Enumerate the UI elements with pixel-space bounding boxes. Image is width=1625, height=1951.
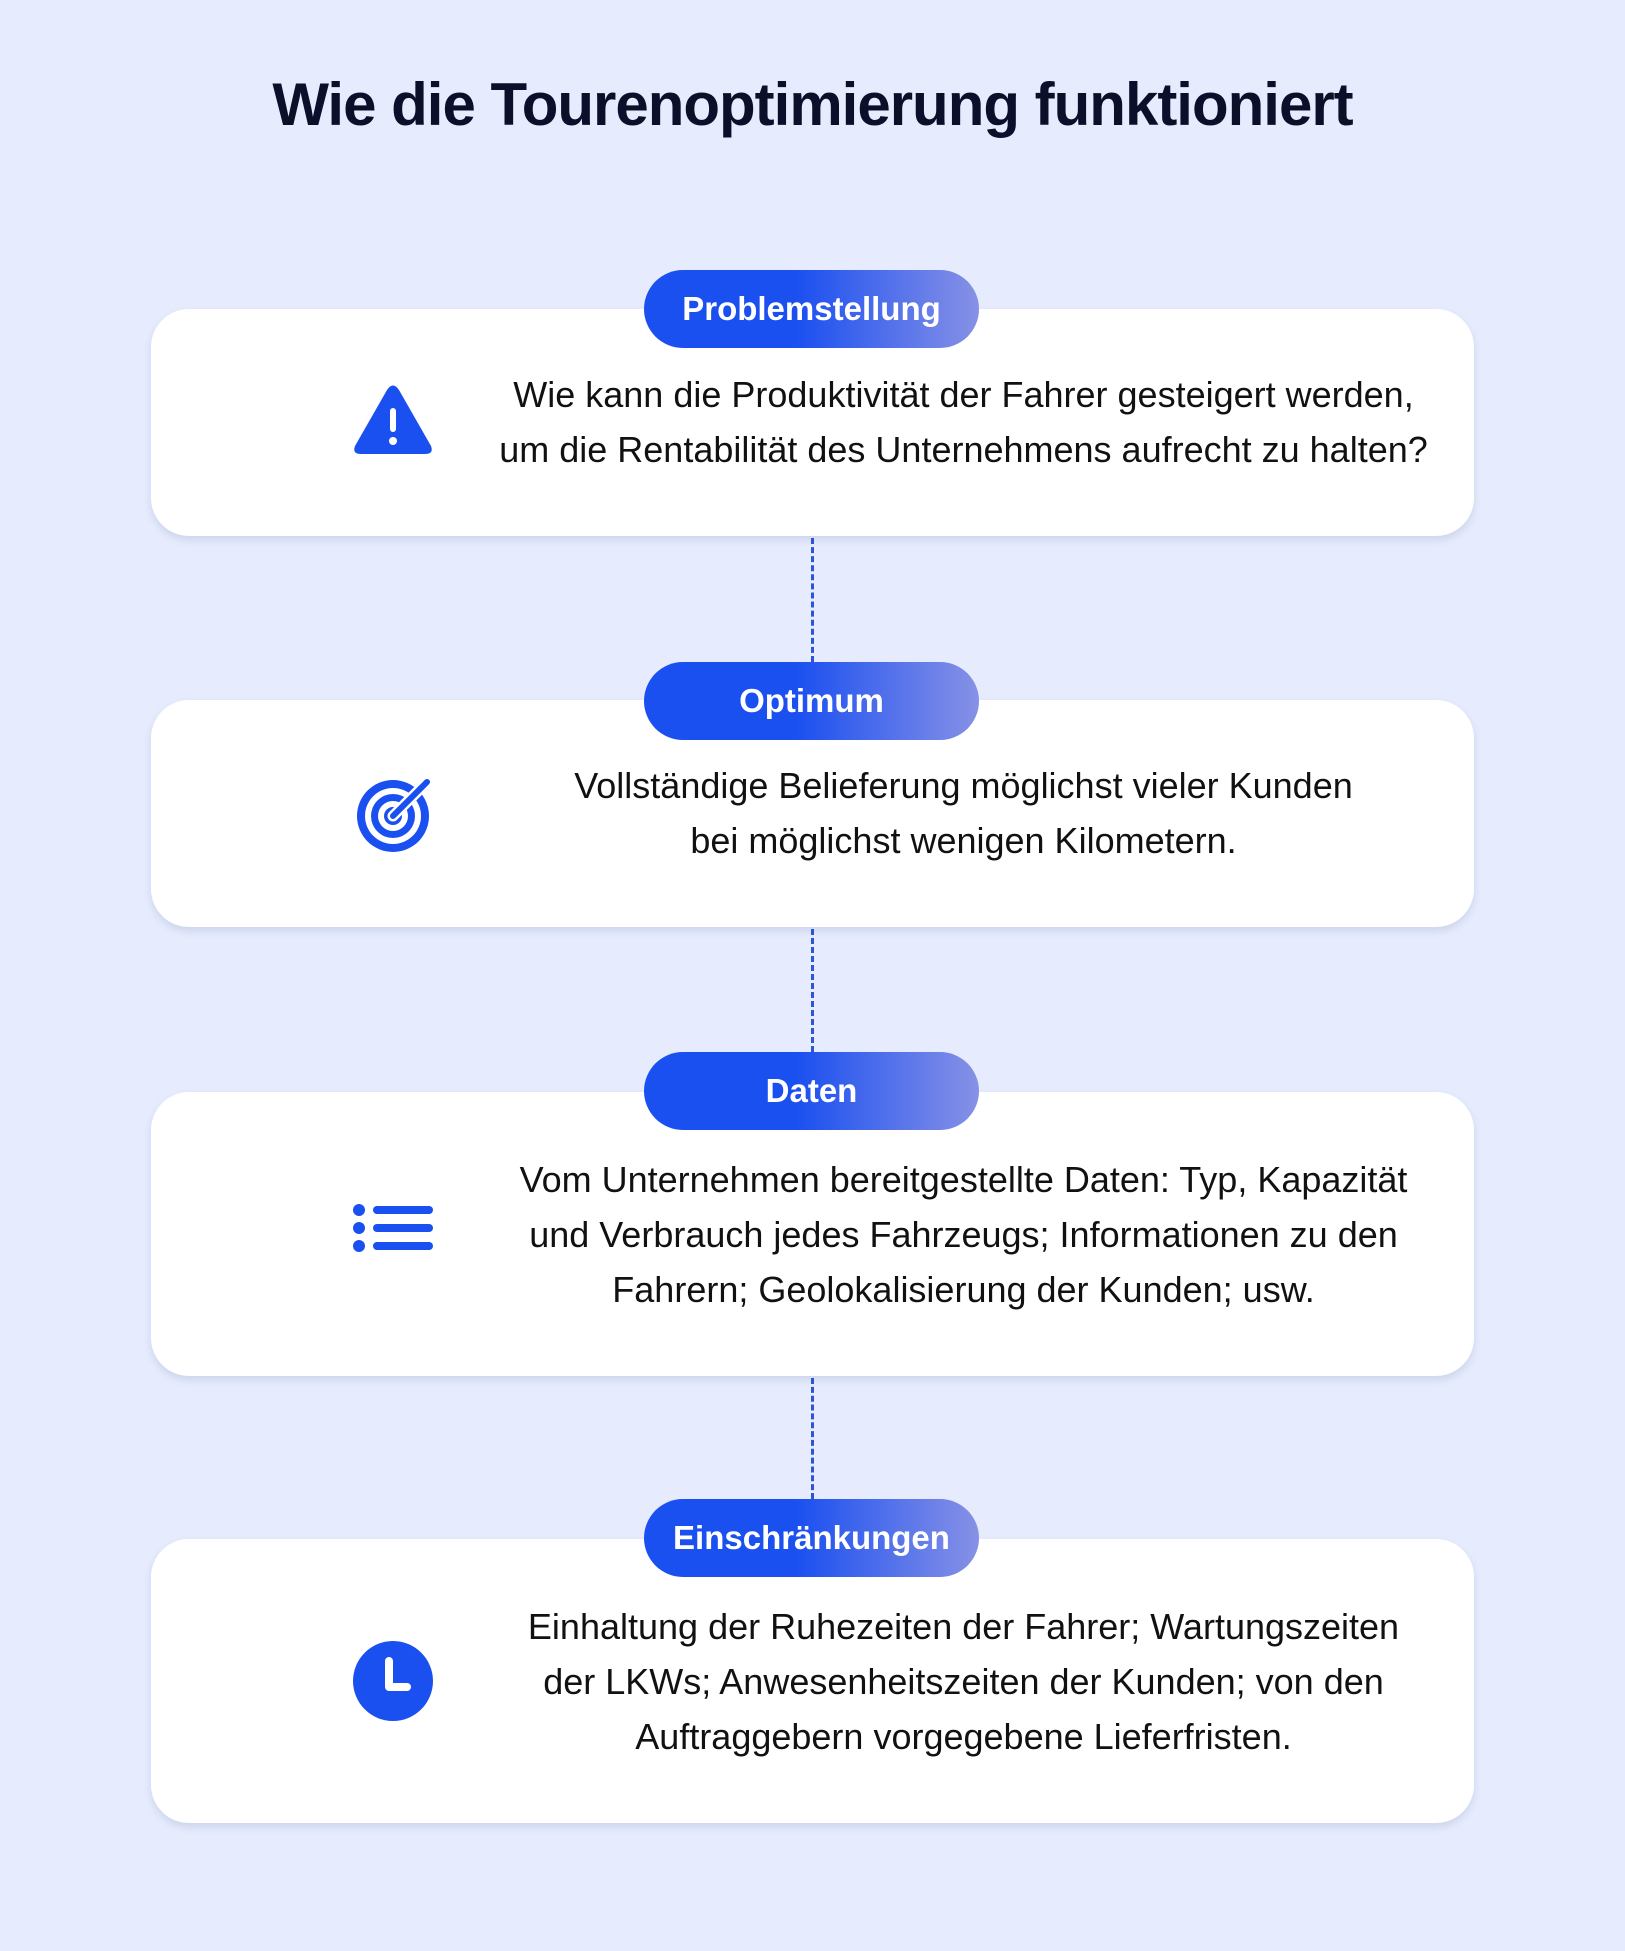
- text-line: Vollständige Belieferung möglichst vieler Kunden: [574, 765, 1353, 806]
- connector-line: [811, 538, 814, 662]
- step-description: [451, 1152, 1476, 1317]
- step-description: [451, 1599, 1476, 1764]
- text-line: Einhaltung der Ruhezeiten der Fahrer; Wartungszeiten: [527, 1606, 1400, 1647]
- target-icon: [353, 774, 433, 854]
- connector-line: [811, 929, 814, 1052]
- step-label-optimum: Optimum: [644, 662, 979, 740]
- warning-icon: [353, 382, 433, 462]
- text-line: bei möglichst wenigen Kilometern.: [690, 820, 1237, 861]
- text-line: Fahrern; Geolokalisierung der Kunden; usw.: [612, 1269, 1315, 1310]
- step-card-daten: [151, 1092, 1474, 1376]
- connector-line: [811, 1378, 814, 1499]
- text-line: der LKWs; Anwesenheitszeiten der Kunden; von den: [543, 1661, 1384, 1702]
- page-title: Wie die Tourenoptimierung funktioniert: [272, 71, 1353, 138]
- text-line: um die Rentabilität des Unternehmens aufrecht zu halten?: [499, 429, 1428, 470]
- step-label-einschraenkungen: Einschränkungen: [644, 1499, 979, 1577]
- text-line: und Verbrauch jedes Fahrzeugs; Informationen zu den: [529, 1214, 1398, 1255]
- list-icon: [353, 1194, 433, 1274]
- step-label-problemstellung: Problemstellung: [644, 270, 979, 348]
- step-description: [451, 758, 1476, 868]
- clock-icon: [353, 1641, 433, 1721]
- text-line: Auftraggebern vorgegebene Lieferfristen.: [635, 1716, 1292, 1757]
- text-line: Wie kann die Produktivität der Fahrer gesteigert werden,: [513, 374, 1414, 415]
- step-label-daten: Daten: [644, 1052, 979, 1130]
- step-card-einschraenkungen: [151, 1539, 1474, 1823]
- step-description: [451, 367, 1476, 477]
- text-line: Vom Unternehmen bereitgestellte Daten: Typ, Kapazität: [519, 1159, 1408, 1200]
